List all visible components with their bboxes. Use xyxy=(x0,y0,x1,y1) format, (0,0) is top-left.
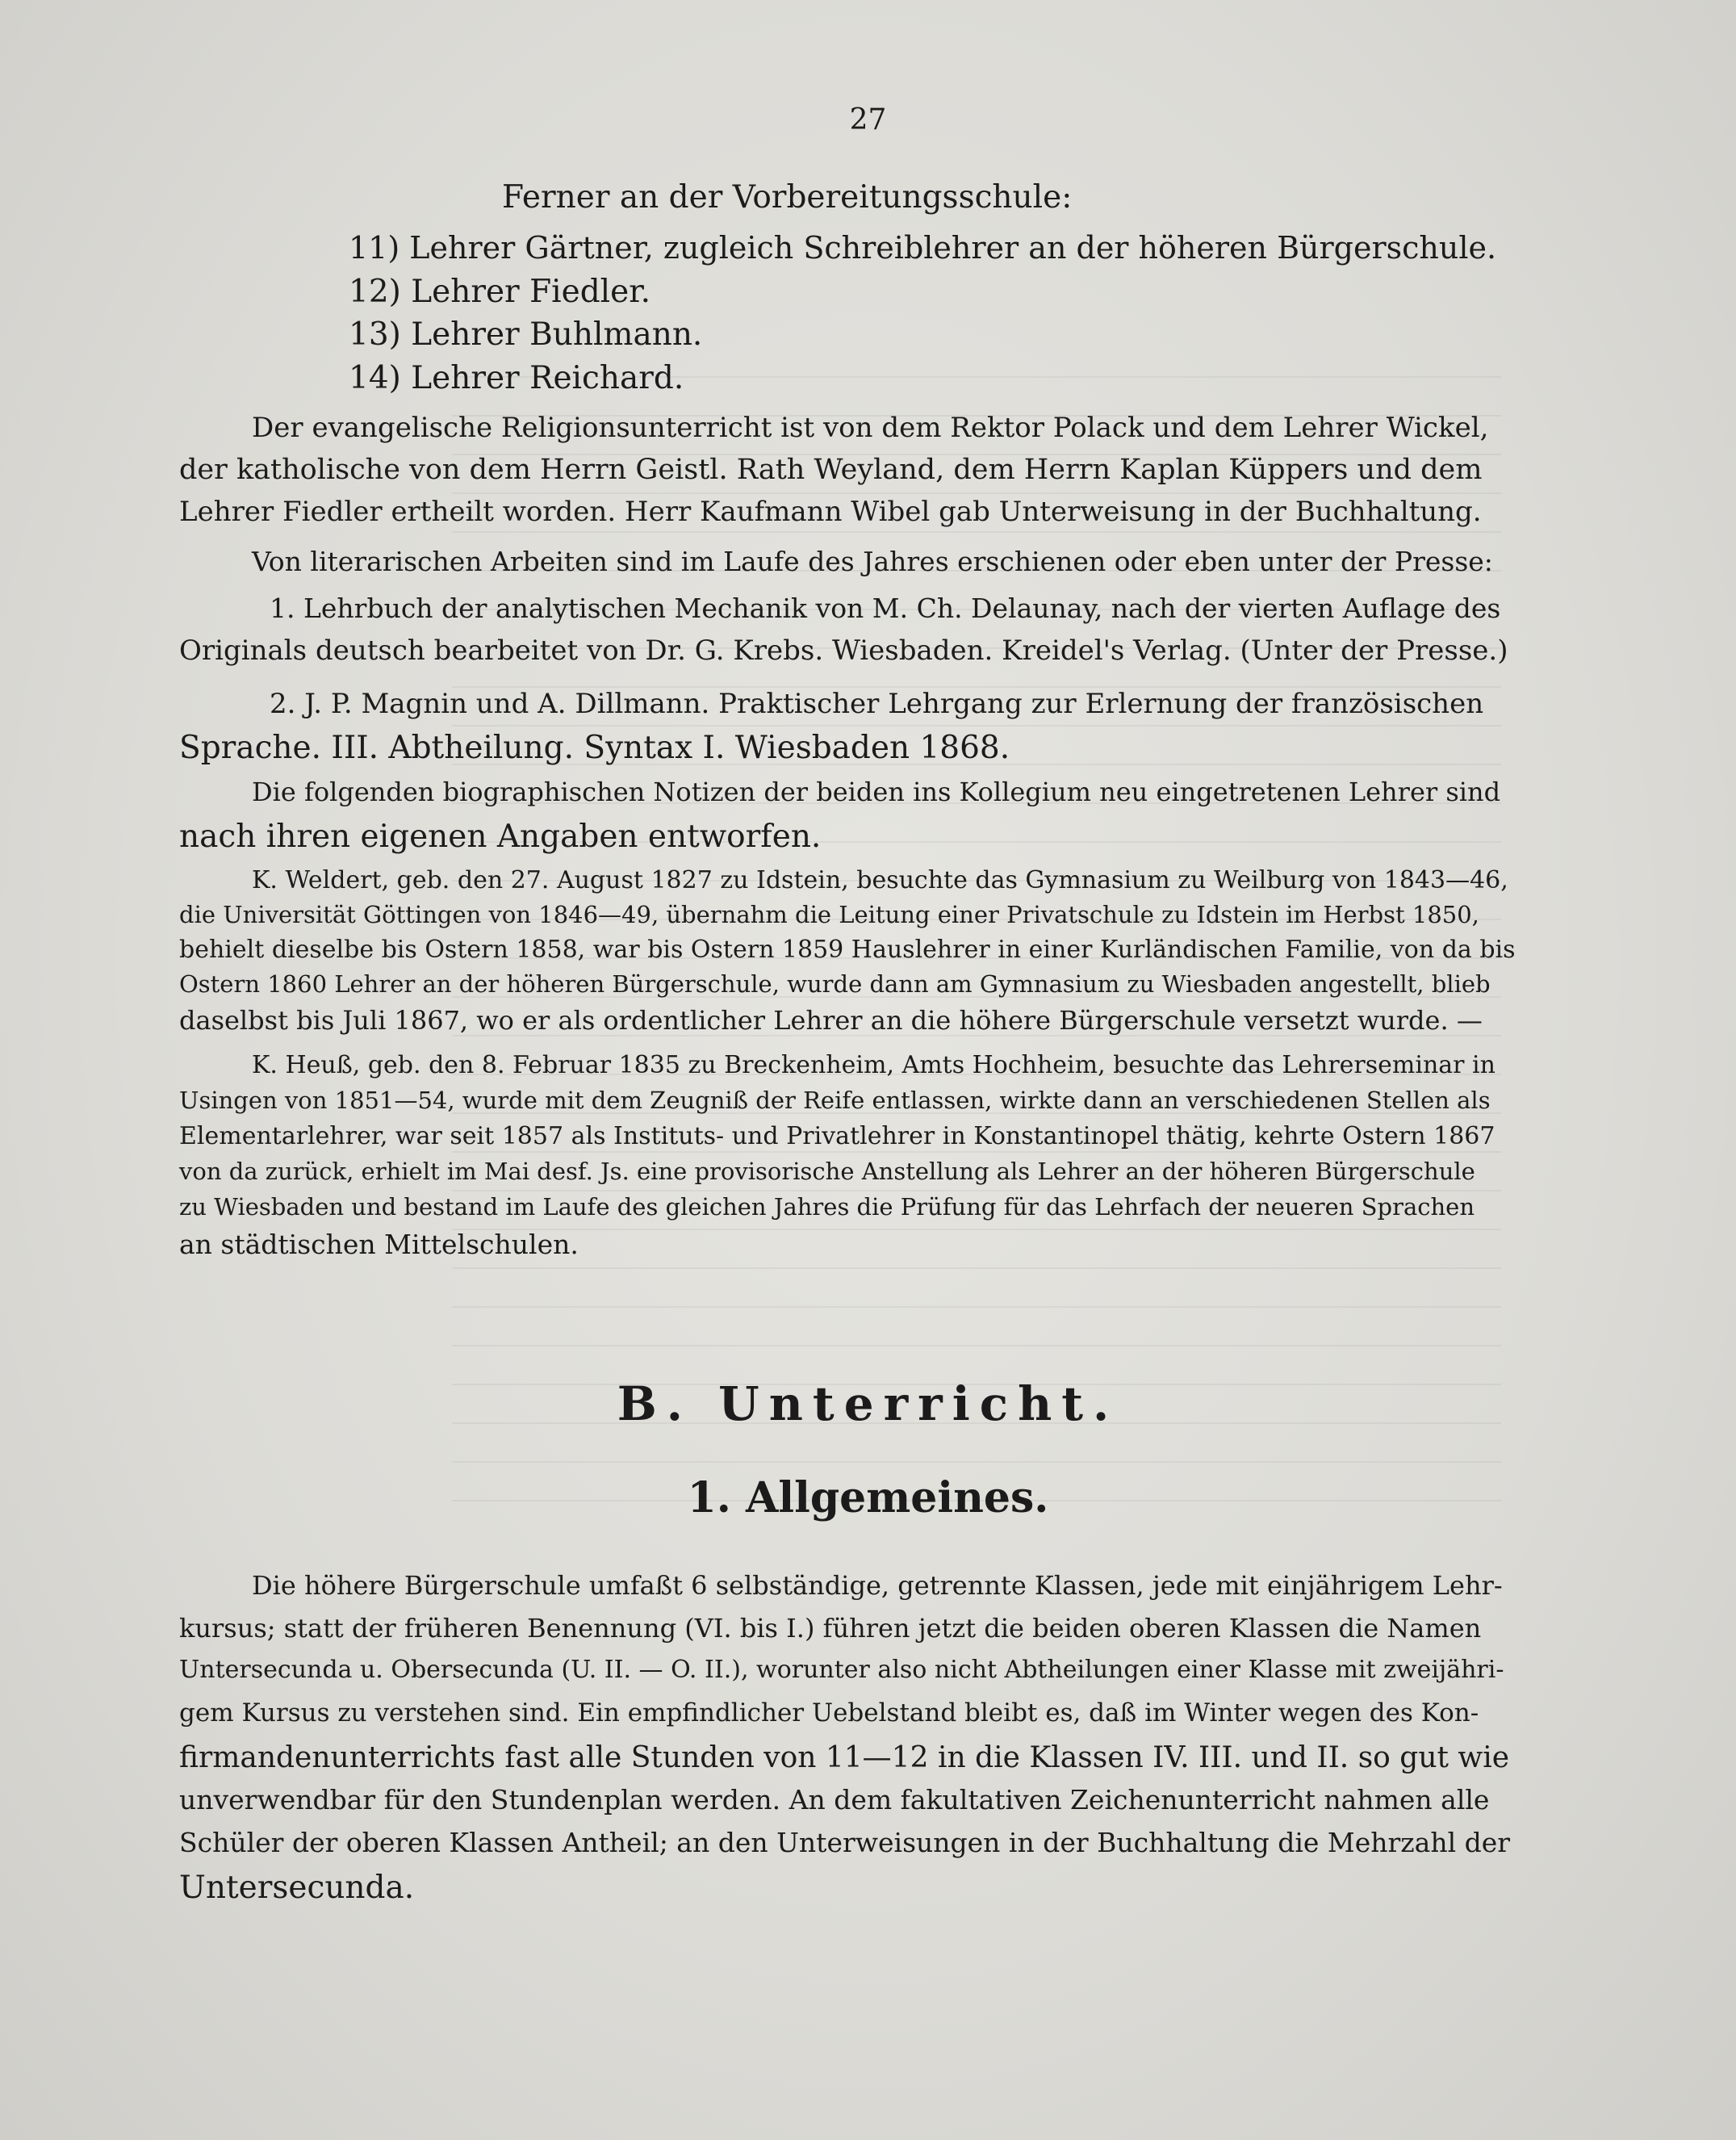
bio-heuss-line: Elementarlehrer, war seit 1857 als Instituts- und Privatlehrer in Konstantinopel thätig, kehrte Ostern 1867 xyxy=(179,1122,1495,1150)
vorschule-intro: Ferner an der Vorbereitungsschule: xyxy=(502,179,1073,216)
work-line: 2. J. P. Magnin und A. Dillmann. Praktischer Lehrgang zur Erlernung der französischen xyxy=(270,688,1484,720)
bio-weldert-line: K. Weldert, geb. den 27. August 1827 zu Idstein, besuchte das Gymnasium zu Weilburg von 1843—46, xyxy=(252,866,1508,894)
bio-heuss-line: K. Heuß, geb. den 8. Februar 1835 zu Breckenheim, Amts Hochheim, besuchte das Lehrerseminar in xyxy=(252,1051,1495,1079)
teacher-item: 11) Lehrer Gärtner, zugleich Schreiblehrer an der höheren Bürgerschule. xyxy=(349,230,1497,266)
page-number: 27 xyxy=(849,103,887,136)
general-paragraph-line: Die höhere Bürgerschule umfaßt 6 selbständige, getrennte Klassen, jede mit einjährigem Lehr- xyxy=(252,1570,1503,1601)
teacher-item: 13) Lehrer Buhlmann. xyxy=(349,316,703,353)
literary-paragraph: Von literarischen Arbeiten sind im Laufe des Jahres erschienen oder eben unter der Presse: xyxy=(252,546,1493,577)
section-heading: B. Unterricht. xyxy=(617,1376,1119,1431)
work-line: Originals deutsch bearbeitet von Dr. G. Krebs. Wiesbaden. Kreidel's Verlag. (Unter der Presse.) xyxy=(179,634,1508,667)
general-paragraph-line: Schüler der oberen Klassen Antheil; an den Unterweisungen in der Buchhaltung die Mehrzahl der xyxy=(179,1827,1511,1858)
bio-intro-line: nach ihren eigenen Angaben entworfen. xyxy=(179,819,822,855)
religion-paragraph-line: der katholische von dem Herrn Geistl. Rath Weyland, dem Herrn Kaplan Küppers und dem xyxy=(179,454,1483,486)
general-paragraph-line: Untersecunda. xyxy=(179,1870,415,1906)
bio-weldert-line: behielt dieselbe bis Ostern 1858, war bis Ostern 1859 Hauslehrer in einer Kurländischen Familie, von da bis xyxy=(179,936,1516,964)
work-line: 1. Lehrbuch der analytischen Mechanik von M. Ch. Delaunay, nach der vierten Auflage des xyxy=(270,593,1501,624)
general-paragraph-line: unverwendbar für den Stundenplan werden. An dem fakultativen Zeichenunterricht nahmen alle xyxy=(179,1784,1490,1815)
bio-heuss-line: von da zurück, erhielt im Mai desf. Js. eine provisorische Anstellung als Lehrer an der höheren Bürgerschule xyxy=(179,1158,1475,1185)
bio-intro-line: Die folgenden biographischen Notizen der beiden ins Kollegium neu eingetretenen Lehrer sind xyxy=(252,777,1501,807)
general-paragraph-line: Untersecunda u. Obersecunda (U. II. — O. II.), worunter also nicht Abtheilungen einer Klasse mit zweijähri- xyxy=(179,1656,1504,1684)
bio-heuss-line: Usingen von 1851—54, wurde mit dem Zeugniß der Reife entlassen, wirkte dann an verschiedenen Stellen als xyxy=(179,1087,1491,1114)
teacher-item: 12) Lehrer Fiedler. xyxy=(349,274,650,310)
teacher-item: 14) Lehrer Reichard. xyxy=(349,360,684,396)
bio-heuss-line: an städtischen Mittelschulen. xyxy=(179,1229,579,1260)
bio-weldert-line: die Universität Göttingen von 1846—49, übernahm die Leitung einer Privatschule zu Idstein im Herbst 1850, xyxy=(179,901,1479,928)
bio-heuss-line: zu Wiesbaden und bestand im Laufe des gleichen Jahres die Prüfung für das Lehrfach der neueren Sprachen xyxy=(179,1193,1475,1221)
work-line: Sprache. III. Abtheilung. Syntax I. Wiesbaden 1868. xyxy=(179,730,1010,766)
general-paragraph-line: firmandenunterrichts fast alle Stunden von 11—12 in die Klassen IV. III. und II. so gut wie xyxy=(179,1741,1510,1774)
bio-weldert-line: daselbst bis Juli 1867, wo er als ordentlicher Lehrer an die höhere Bürgerschule versetzt wurde. — xyxy=(179,1005,1483,1036)
religion-paragraph-line: Lehrer Fiedler ertheilt worden. Herr Kaufmann Wibel gab Unterweisung in der Buchhaltung. xyxy=(179,496,1482,528)
religion-paragraph-line: Der evangelische Religionsunterricht ist von dem Rektor Polack und dem Lehrer Wickel, xyxy=(252,412,1489,444)
bio-weldert-line: Ostern 1860 Lehrer an der höheren Bürgerschule, wurde dann am Gymnasium zu Wiesbaden angestellt, blieb xyxy=(179,970,1491,998)
general-paragraph-line: kursus; statt der früheren Benennung (VI. bis I.) führen jetzt die beiden oberen Klassen die Namen xyxy=(179,1613,1482,1644)
general-paragraph-line: gem Kursus zu verstehen sind. Ein empfindlicher Uebelstand bleibt es, daß im Winter wegen des Kon- xyxy=(179,1698,1479,1727)
subsection-heading: 1. Allgemeines. xyxy=(687,1473,1049,1522)
